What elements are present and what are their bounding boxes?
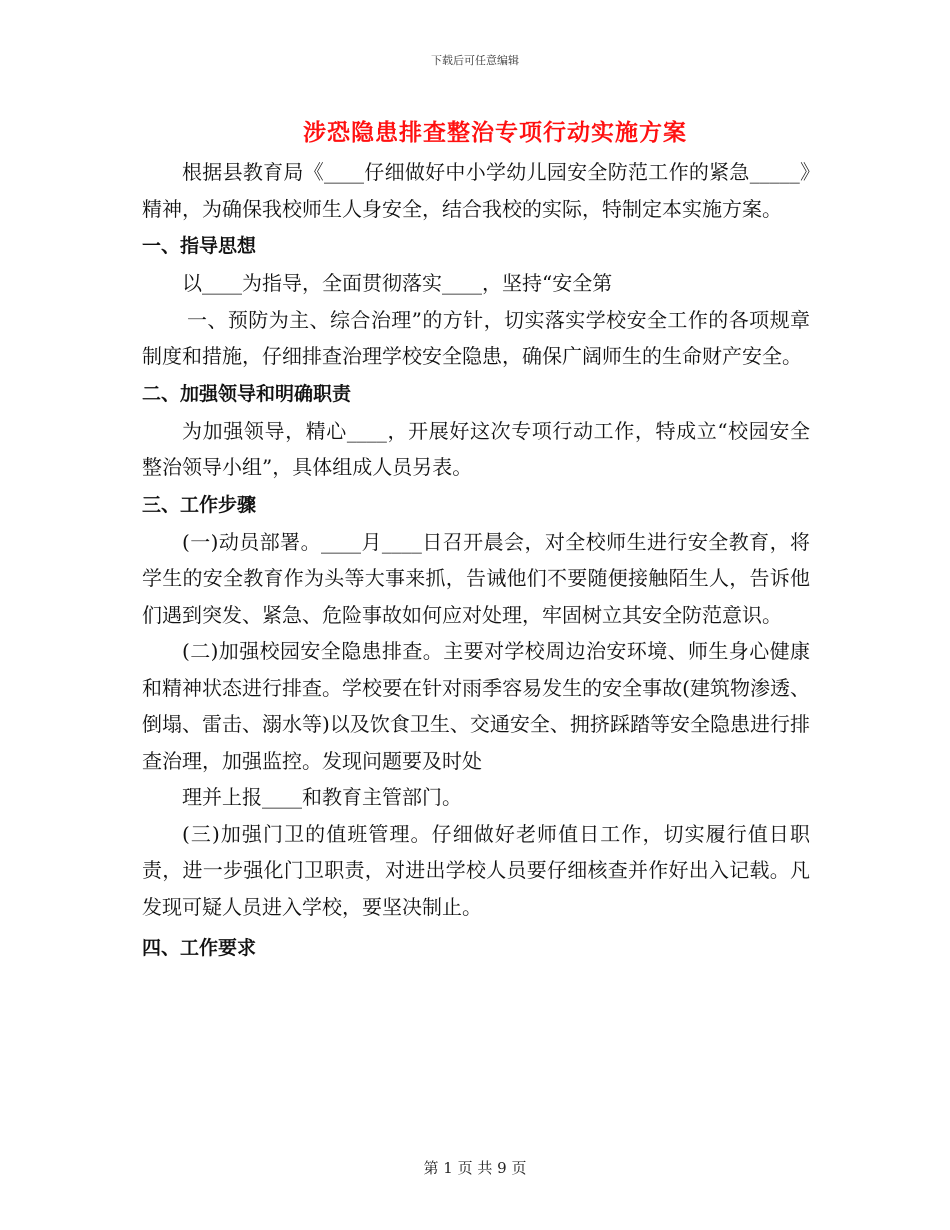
- section-heading-work-steps: 三、工作步骤: [142, 493, 257, 516]
- document-title: 涉恐隐患排查整治专项行动实施方案: [303, 120, 687, 146]
- body-paragraph: 理并上报____和教育主管部门。: [182, 785, 462, 809]
- body-paragraph: 一、预防为主、综合治理”的方针，切实落实学校安全工作的各项规章制度和措施，仔细排查治理学校安全隐患，确保广阔师生的生命财产安全。: [142, 307, 810, 368]
- intro-paragraph: 根据县教育局《____仔细做好中小学幼儿园安全防范工作的紧急_____》精神，为确保我校师生人身安全，结合我校的实际，特制定本实施方案。: [142, 160, 810, 221]
- body-paragraph: 为加强领导，精心____，开展好这次专项行动工作，特成立“校园安全整治领导小组”，具体组成人员另表。: [142, 418, 810, 479]
- section-heading-guiding-thought: 一、指导思想: [142, 235, 257, 257]
- section-heading-work-requirements: 四、工作要求: [142, 937, 257, 959]
- body-paragraph: 以____为指导，全面贯彻落实____，坚持“安全第: [182, 271, 613, 295]
- header-note: 下载后可任意编辑: [431, 54, 519, 67]
- body-paragraph: (二)加强校园安全隐患排查。主要对学校周边治安环境、师生身心健康和精神状态进行排查。学校要在针对雨季容易发生的安全事故(建筑物渗透、倒塌、雷击、溺水等)以及饮食卫生、交通安全、拥挤踩踏等安全隐患进行排查治理，加强监控。发现问题要及时处: [142, 639, 810, 773]
- body-paragraph: (三)加强门卫的值班管理。仔细做好老师值日工作，切实履行值日职责，进一步强化门卫职责，对进出学校人员要仔细核查并作好出入记载。凡发现可疑人员进入学校，要坚决制止。: [142, 821, 810, 919]
- document-body: [142, 154, 810, 967]
- body-paragraph: (一)动员部署。____月____日召开晨会，对全校师生进行安全教育，将学生的安全教育作为头等大事来抓，告诫他们不要随便接触陌生人，告诉他们遇到突发、紧急、危险事故如何应对处理，牢固树立其安全防范意识。: [142, 529, 810, 627]
- page-number: 第 1 页 共 9 页: [423, 1159, 527, 1177]
- section-heading-leadership: 二、加强领导和明确职责: [142, 382, 352, 405]
